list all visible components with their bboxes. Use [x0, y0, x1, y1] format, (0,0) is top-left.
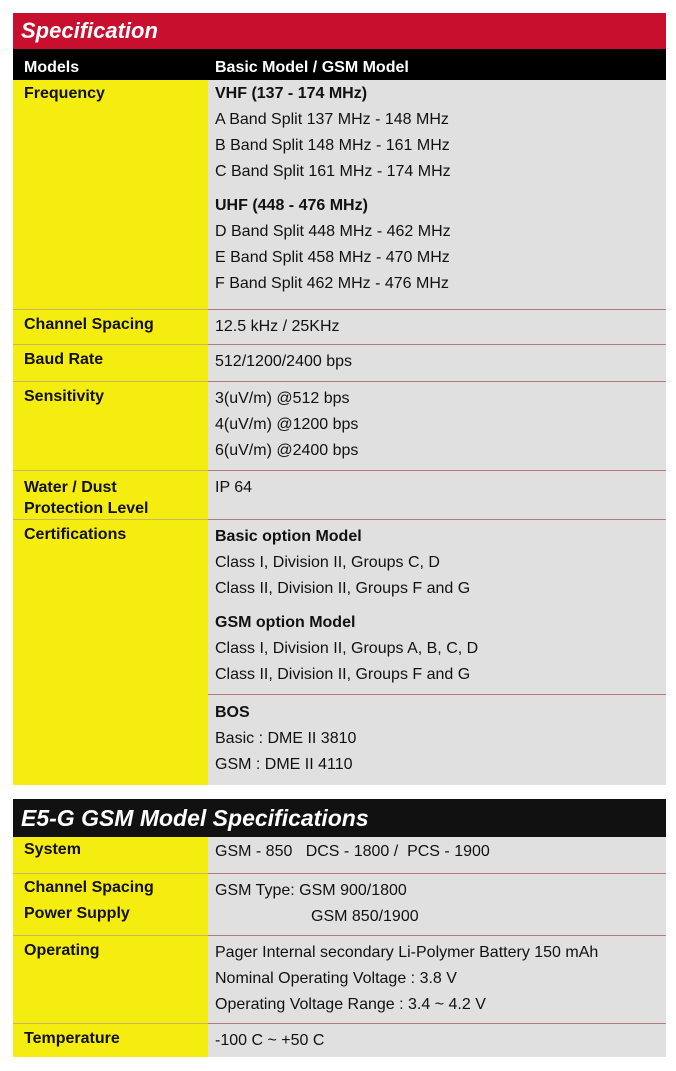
value-channel-spacing: 12.5 kHz / 25KHz: [208, 309, 666, 344]
vhf-band: A Band Split 137 MHz - 148 MHz: [215, 111, 449, 128]
label-sensitivity: Sensitivity: [13, 381, 208, 470]
value-certifications: Basic option Model Class I, Division II, Groups C, D Class II, Division II, Groups F and G GSM option Model Class I, Division II, Groups A, B, C, D Class II, Division II, Groups F and G BOS Basic : DME II 3810 GSM : DME II 4110: [208, 519, 666, 785]
specification-table: [13, 13, 666, 785]
value-sensitivity: 3(uV/m) @512 bps 4(uV/m) @1200 bps 6(uV/m) @2400 bps: [208, 381, 666, 470]
vhf-title: VHF (137 - 174 MHz): [215, 85, 368, 102]
gsm-spec-table: [13, 799, 666, 1057]
label-frequency: Frequency: [13, 80, 208, 309]
row-system: [13, 837, 666, 873]
label-channel-spacing: Channel Spacing: [13, 309, 208, 344]
label-temperature: Temperature: [13, 1023, 208, 1057]
label-water-dust: Water / Dust Protection Level: [13, 470, 208, 519]
value-baud-rate: 512/1200/2400 bps: [208, 344, 666, 381]
vhf-band: C Band Split 161 MHz - 174 MHz: [215, 163, 451, 180]
uhf-title: UHF (448 - 476 MHz): [215, 197, 368, 214]
row-baud-rate: [13, 344, 666, 381]
label-operating: Operating: [13, 935, 208, 1023]
specification-title: Specification: [13, 13, 666, 49]
row-operating: [13, 935, 666, 1023]
vhf-band: B Band Split 148 MHz - 161 MHz: [215, 137, 450, 154]
label-system: System: [13, 837, 208, 873]
label-channel-power: Channel Spacing Power Supply: [13, 873, 208, 935]
row-certifications: [13, 519, 666, 785]
value-system: GSM - 850 DCS - 1800 / PCS - 1900: [208, 837, 666, 873]
row-temperature: [13, 1023, 666, 1057]
table-header: [13, 49, 666, 80]
uhf-band: E Band Split 458 MHz - 470 MHz: [215, 249, 450, 266]
uhf-band: D Band Split 448 MHz - 462 MHz: [215, 223, 451, 240]
label-certifications: Certifications: [13, 519, 208, 785]
header-models: Models: [13, 49, 208, 80]
uhf-band: F Band Split 462 MHz - 476 MHz: [215, 275, 449, 292]
bos-title: BOS: [215, 704, 250, 721]
bos-section: BOS Basic : DME II 3810 GSM : DME II 4110: [208, 694, 666, 778]
row-sensitivity: [13, 381, 666, 470]
value-water-dust: IP 64: [208, 470, 666, 519]
label-baud-rate: Baud Rate: [13, 344, 208, 381]
value-temperature: -100 C ~ +50 C: [208, 1023, 666, 1057]
value-channel-power: GSM Type: GSM 900/1800 GSM 850/1900: [208, 873, 666, 935]
gsm-spec-title: E5-G GSM Model Specifications: [13, 799, 666, 837]
gsm-option-title: GSM option Model: [215, 614, 356, 631]
value-frequency: [208, 80, 666, 309]
row-channel-spacing: [13, 309, 666, 344]
row-frequency: [13, 80, 666, 309]
row-channel-power: [13, 873, 666, 935]
value-operating: Pager Internal secondary Li-Polymer Battery 150 mAh Nominal Operating Voltage : 3.8 V Operating Voltage Range : 3.4 ~ 4.2 V: [208, 935, 666, 1023]
row-water-dust: [13, 470, 666, 519]
basic-option-title: Basic option Model: [215, 528, 362, 545]
header-model-names: Basic Model / GSM Model: [208, 49, 666, 80]
